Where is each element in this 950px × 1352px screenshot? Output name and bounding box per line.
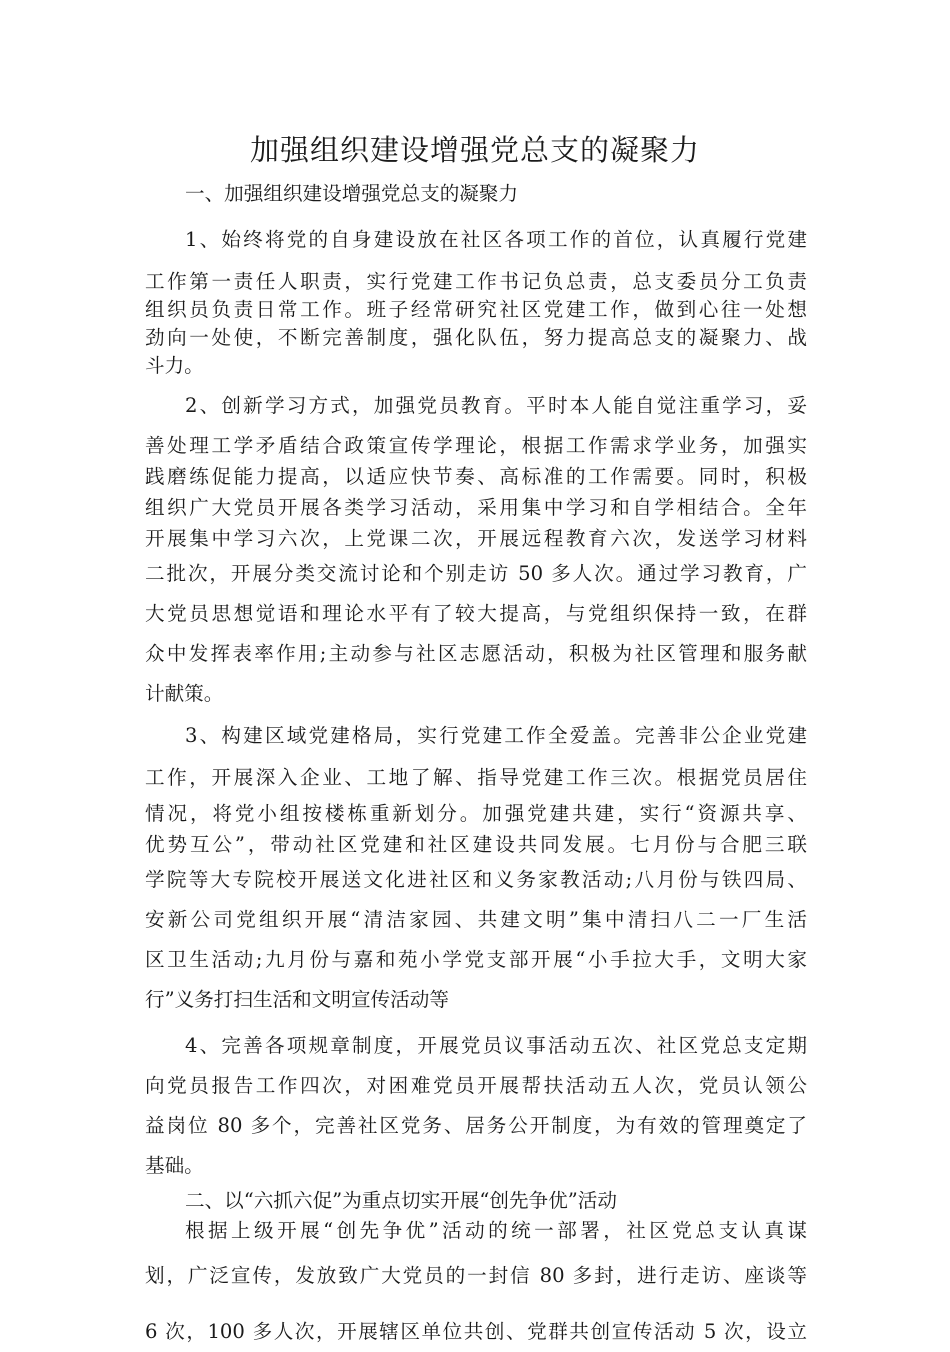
paragraph-3-line-2: 工作，开展深入企业、工地了解、指导党建工作三次。根据党员居住	[145, 766, 807, 789]
paragraph-3-line-7: 区卫生活动;九月份与嘉和苑小学党支部开展“小手拉大手，文明大家	[145, 948, 807, 971]
paragraph-2-line-7: 大党员思想觉语和理论水平有了较大提高，与党组织保持一致，在群	[145, 602, 807, 625]
section-heading-1: 一、加强组织建设增强党总支的凝聚力	[185, 182, 519, 205]
paragraph-5-line-1: 根据上级开展“创先争优”活动的统一部署，社区党总支认真谋	[185, 1219, 807, 1242]
paragraph-2-line-1: 2、创新学习方式，加强党员教育。平时本人能自觉注重学习，妥	[185, 394, 807, 417]
paragraph-1-line-3: 组织员负责日常工作。班子经常研究社区党建工作，做到心往一处想	[145, 298, 807, 321]
paragraph-2-line-8: 众中发挥表率作用;主动参与社区志愿活动，积极为社区管理和服务献	[145, 642, 807, 665]
paragraph-3-line-1: 3、构建区域党建格局，实行党建工作全爱盖。完善非公企业党建	[185, 724, 807, 747]
paragraph-1-line-2: 工作第一责任人职责，实行党建工作书记负总责，总支委员分工负责	[145, 270, 807, 293]
paragraph-2-line-4: 组织广大党员开展各类学习活动，采用集中学习和自学相结合。全年	[145, 496, 807, 519]
paragraph-2-line-3: 践磨练促能力提高，以适应快节奏、高标准的工作需要。同时，积极	[145, 465, 807, 488]
paragraph-3-line-5: 学院等大专院校开展送文化进社区和义务家教活动;八月份与铁四局、	[145, 868, 807, 891]
paragraph-2-line-2: 善处理工学矛盾结合政策宣传学理论，根据工作需求学业务，加强实	[145, 434, 807, 457]
paragraph-3-line-6: 安新公司党组织开展“清洁家园、共建文明”集中清扫八二一厂生活	[145, 908, 807, 931]
paragraph-4-line-3: 益岗位 80 多个，完善社区党务、居务公开制度，为有效的管理奠定了	[145, 1114, 807, 1137]
paragraph-2-line-5: 开展集中学习六次，上党课二次，开展远程教育六次，发送学习材料	[145, 527, 807, 550]
paragraph-4-line-2: 向党员报告工作四次，对困难党员开展帮扶活动五人次，党员认领公	[145, 1074, 807, 1097]
paragraph-1-line-4: 劲向一处使，不断完善制度，强化队伍，努力提高总支的凝聚力、战	[145, 326, 807, 349]
paragraph-4-line-1: 4、完善各项规章制度，开展党员议事活动五次、社区党总支定期	[185, 1034, 807, 1057]
paragraph-5-line-3: 6 次，100 多人次，开展辖区单位共创、党群共创宣传活动 5 次，设立	[145, 1320, 807, 1343]
paragraph-1-line-1: 1、始终将党的自身建设放在社区各项工作的首位，认真履行党建	[185, 228, 807, 251]
document-title: 加强组织建设增强党总支的凝聚力	[249, 133, 700, 167]
paragraph-3-line-8: 行”义务打扫生活和文明宣传活动等	[145, 988, 449, 1011]
paragraph-3-line-4: 优势互公”，带动社区党建和社区建设共同发展。七月份与合肥三联	[145, 833, 807, 856]
paragraph-3-line-3: 情况，将党小组按楼栋重新划分。加强党建共建，实行“资源共享、	[145, 802, 807, 825]
section-heading-2: 二、以“六抓六促”为重点切实开展“创先争优”活动	[185, 1189, 617, 1212]
paragraph-1-line-5: 斗力。	[145, 354, 204, 377]
paragraph-4-line-4: 基础。	[145, 1154, 204, 1177]
paragraph-2-line-6: 二批次，开展分类交流讨论和个别走访 50 多人次。通过学习教育，广	[145, 562, 807, 585]
paragraph-5-line-2: 划，广泛宣传，发放致广大党员的一封信 80 多封，进行走访、座谈等	[145, 1264, 807, 1287]
document-body	[145, 178, 807, 1352]
paragraph-2-line-9: 计献策。	[145, 682, 224, 705]
